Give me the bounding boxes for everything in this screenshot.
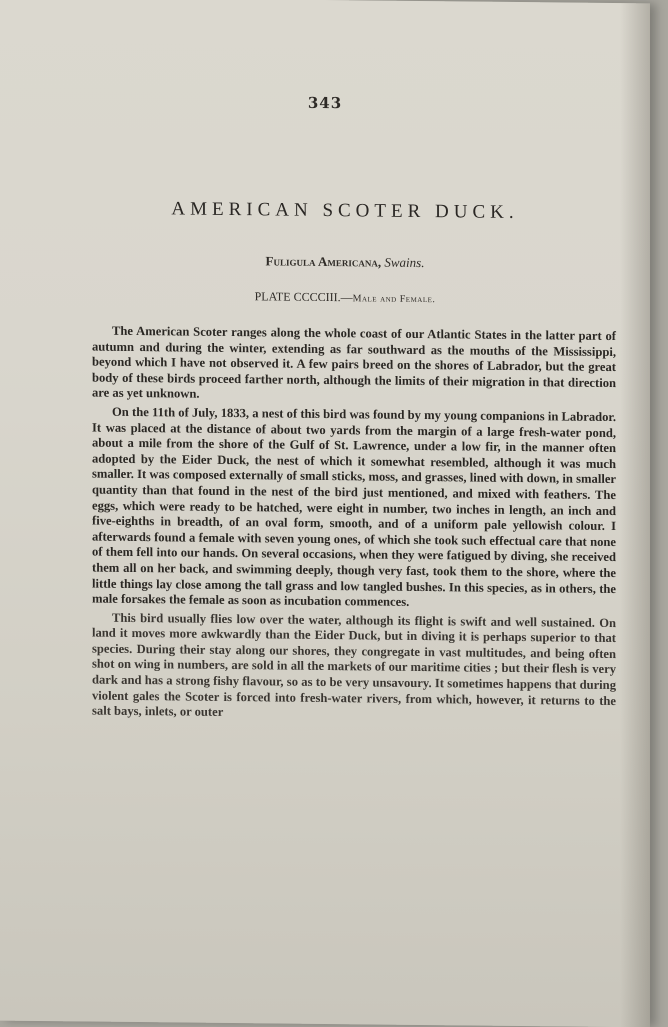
species-line [60,251,630,273]
body-text [92,324,616,728]
species-author: Swains. [384,254,425,271]
page-number: 343 [307,93,343,113]
paragraph-1: The American Scoter ranges along the whole coast of our Atlantic States in the latter part of autumn and during the winter, extending as far southward as the mouths of the Mississippi, beyond which I have not observed it. A few pairs breed on the shores of Labrador, but the great body of these birds proceed farther north, although the limits of their migration in that direction are as yet unknown. [92,323,616,402]
page-edge-shadow [620,3,650,1027]
species-name: Fuligula Americana, [265,253,382,270]
plate-number: PLATE CCCCIII.— [254,289,353,305]
paragraph-3: This bird usually flies low over the water, although its flight is swift and well sustained. On land it moves more awkwardly than the Eider Duck, but in diving it is perhaps superior to that species. During their stay along our shores, they congregate in vast multitudes, and being often shot on wing in numbers, are sold in all the markets of our maritime cities ; but their flesh is very dark and has a strong fishy flavour, so as to be very unsavoury. It sometimes happens that during violent gales the Scoter is forced into fresh-water rivers, from which, however, it returns to the salt bays, inlets, or outer [92,610,616,720]
paragraph-2: On the 11th of July, 1833, a nest of this bird was found by my young companions in Labrador. It was placed at the distance of about two yards from the margin of a large fresh-water pond, about a mile from the shore of the Gulf of St. Lawrence, under a low fir, in the manner often adopted by the Eider Duck, the nest of which it somewhat resembled, although it was much smaller. It was composed externally of small sticks, moss, and grasses, lined with down, in smaller quantity than that found in the nest of the bird just mentioned, and mixed with feathers. The eggs, which were ready to be hatched, were eight in number, two inches in length, an inch and five-eighths in breadth, of an oval form, smooth, and of a uniform pale yellowish colour. I afterwards found a female with seven young ones, of which she took such effectual care that none of them fell into our hands. On several occasions, when they were fatigued by diving, she received them all on her back, and swimming deeply, though very fast, took them to the shore, where the little things lay close among the tall grass and low tangled bushes. In this species, as in others, the male forsakes the female as soon as incubation commences. [92,404,616,609]
page-title: AMERICAN SCOTER DUCK. [171,198,519,224]
plate-caption: Male and Female. [352,293,436,306]
plate-line [60,287,630,308]
